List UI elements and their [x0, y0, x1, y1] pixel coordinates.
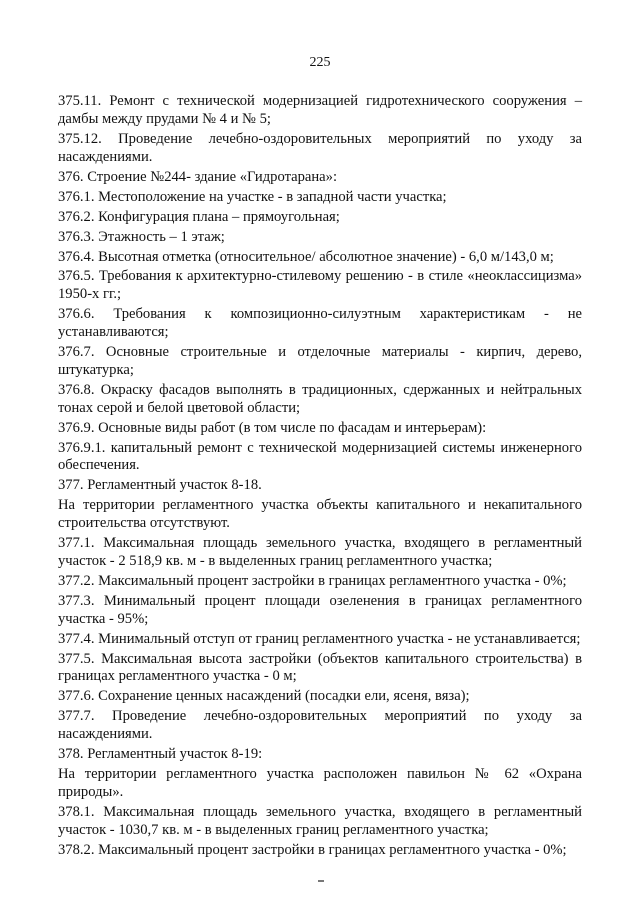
paragraph: 376.8. Окраску фасадов выполнять в традиционных, сдержанных и нейтральных тонах серой и белой цветовой области; — [58, 381, 582, 416]
paragraph: 375.12. Проведение лечебно-оздоровительных мероприятий по уходу за насаждениями. — [58, 130, 582, 165]
paragraph: 378. Регламентный участок 8-19: — [58, 746, 263, 763]
paragraph: 376.9. Основные виды работ (в том числе по фасадам и интерьерам): — [58, 419, 487, 436]
paragraph: 376.7. Основные строительные и отделочные материалы - кирпич, дерево, штукатурка; — [58, 344, 582, 378]
paragraph: 376.1. Местоположение на участке - в западной части участка; — [58, 188, 447, 205]
paragraph: 376.5. Требования к архитектурно-стилевому решению - в стиле «неоклассицизма» 1950-х гг.; — [58, 268, 582, 303]
scan-mark — [318, 880, 324, 882]
paragraph: 378.1. Максимальная площадь земельного участка, входящего в регламентный участок - 1030,7 кв. м - в выделенных границ регламентного участка; — [58, 803, 582, 838]
paragraph: 377.2. Максимальный процент застройки в границах регламентного участка - 0%; — [58, 572, 567, 589]
paragraph: 377.5. Максимальная высота застройки (объектов капитального строительства) в границах регламентного участка - 0 м; — [58, 650, 582, 685]
paragraph: 378.2. Максимальный процент застройки в границах регламентного участка - 0%; — [58, 841, 567, 858]
paragraph: 377.3. Минимальный процент площади озеленения в границах регламентного участка - 95%; — [58, 592, 582, 627]
paragraph: 377.1. Максимальная площадь земельного участка, входящего в регламентный участок - 2 518,9 кв. м - в выделенных границ регламентного участка; — [58, 535, 582, 569]
paragraph: 375.11. Ремонт с технической модернизацией гидротехнического сооружения – дамбы между прудами № 4 и № 5; — [58, 93, 582, 127]
paragraph: 377.7. Проведение лечебно-оздоровительных мероприятий по уходу за насаждениями. — [58, 708, 582, 743]
paragraph: 376. Строение №244- здание «Гидротарана»: — [58, 168, 338, 185]
paragraph: На территории регламентного участка расположен павильон № 62 «Охрана природы». — [58, 766, 582, 800]
paragraph: 376.6. Требования к композиционно-силуэтным характеристикам - не устанавливаются; — [58, 306, 582, 341]
paragraph: 376.3. Этажность – 1 этаж; — [58, 228, 225, 245]
paragraph: 377. Регламентный участок 8-18. — [58, 477, 262, 494]
document-body — [58, 93, 582, 862]
paragraph: 376.2. Конфигурация плана – прямоугольная; — [58, 208, 340, 225]
page-number: 225 — [309, 55, 331, 70]
paragraph: 376.9.1. капитальный ремонт с технической модернизацией системы инженерного обеспечения. — [58, 439, 582, 474]
paragraph: 377.6. Сохранение ценных насаждений (посадки ели, ясеня, вяза); — [58, 688, 470, 705]
paragraph: 376.4. Высотная отметка (относительное/ абсолютное значение) - 6,0 м/143,0 м; — [58, 248, 554, 265]
paragraph: На территории регламентного участка объекты капитального и некапитального строительства отсутствуют. — [58, 497, 582, 532]
paragraph: 377.4. Минимальный отступ от границ регламентного участка - не устанавливается; — [58, 630, 581, 647]
